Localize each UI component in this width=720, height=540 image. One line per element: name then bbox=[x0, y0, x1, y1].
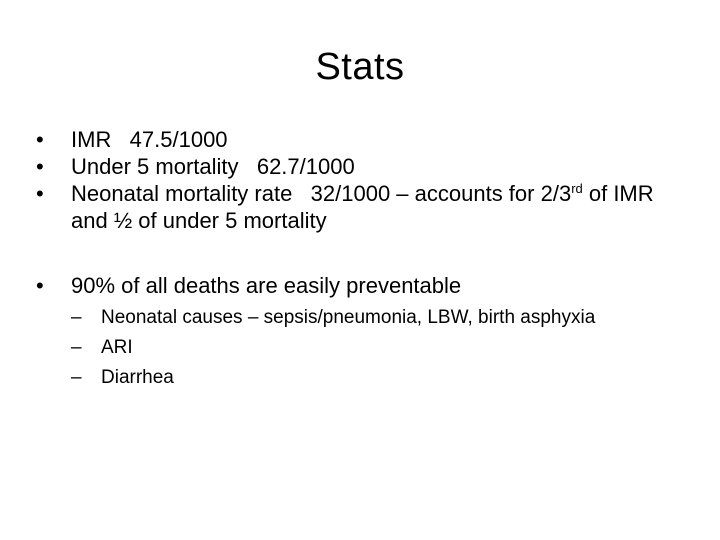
slide-title: Stats bbox=[315, 46, 405, 88]
sub-bullet-list bbox=[71, 307, 696, 389]
sub-item-text: Diarrhea bbox=[101, 367, 174, 388]
bullet-text: Under 5 mortality 62.7/1000 bbox=[71, 154, 355, 179]
dash-icon: – bbox=[71, 307, 82, 328]
bullet-dot-icon: • bbox=[36, 273, 44, 298]
bullet-text: 90% of all deaths are easily preventable bbox=[71, 273, 462, 298]
bullet-text-before: Neonatal mortality rate 32/1000 – accounts for 2/3 bbox=[71, 181, 572, 206]
sub-item-neonatal-causes bbox=[71, 307, 696, 329]
bullet-preventable bbox=[36, 272, 696, 389]
bullet-neonatal bbox=[36, 180, 696, 234]
bullet-superscript: rd bbox=[571, 181, 583, 196]
bullet-dot-icon: • bbox=[36, 154, 44, 179]
bullet-imr bbox=[36, 126, 696, 153]
sub-item-text: ARI bbox=[101, 337, 133, 358]
sub-item-diarrhea bbox=[71, 367, 696, 389]
bullet-text: IMR 47.5/1000 bbox=[71, 127, 228, 152]
bullet-dot-icon: • bbox=[36, 127, 44, 152]
dash-icon: – bbox=[71, 367, 82, 388]
sub-item-ari bbox=[71, 337, 696, 359]
bullet-text-after: of IMR and ½ of under 5 mortality bbox=[71, 181, 660, 233]
dash-icon: – bbox=[71, 337, 82, 358]
sub-item-text: Neonatal causes – sepsis/pneumonia, LBW, birth asphyxia bbox=[101, 307, 596, 328]
bullet-dot-icon: • bbox=[36, 181, 44, 206]
bullet-under5 bbox=[36, 153, 696, 180]
bullet-list bbox=[36, 126, 696, 397]
